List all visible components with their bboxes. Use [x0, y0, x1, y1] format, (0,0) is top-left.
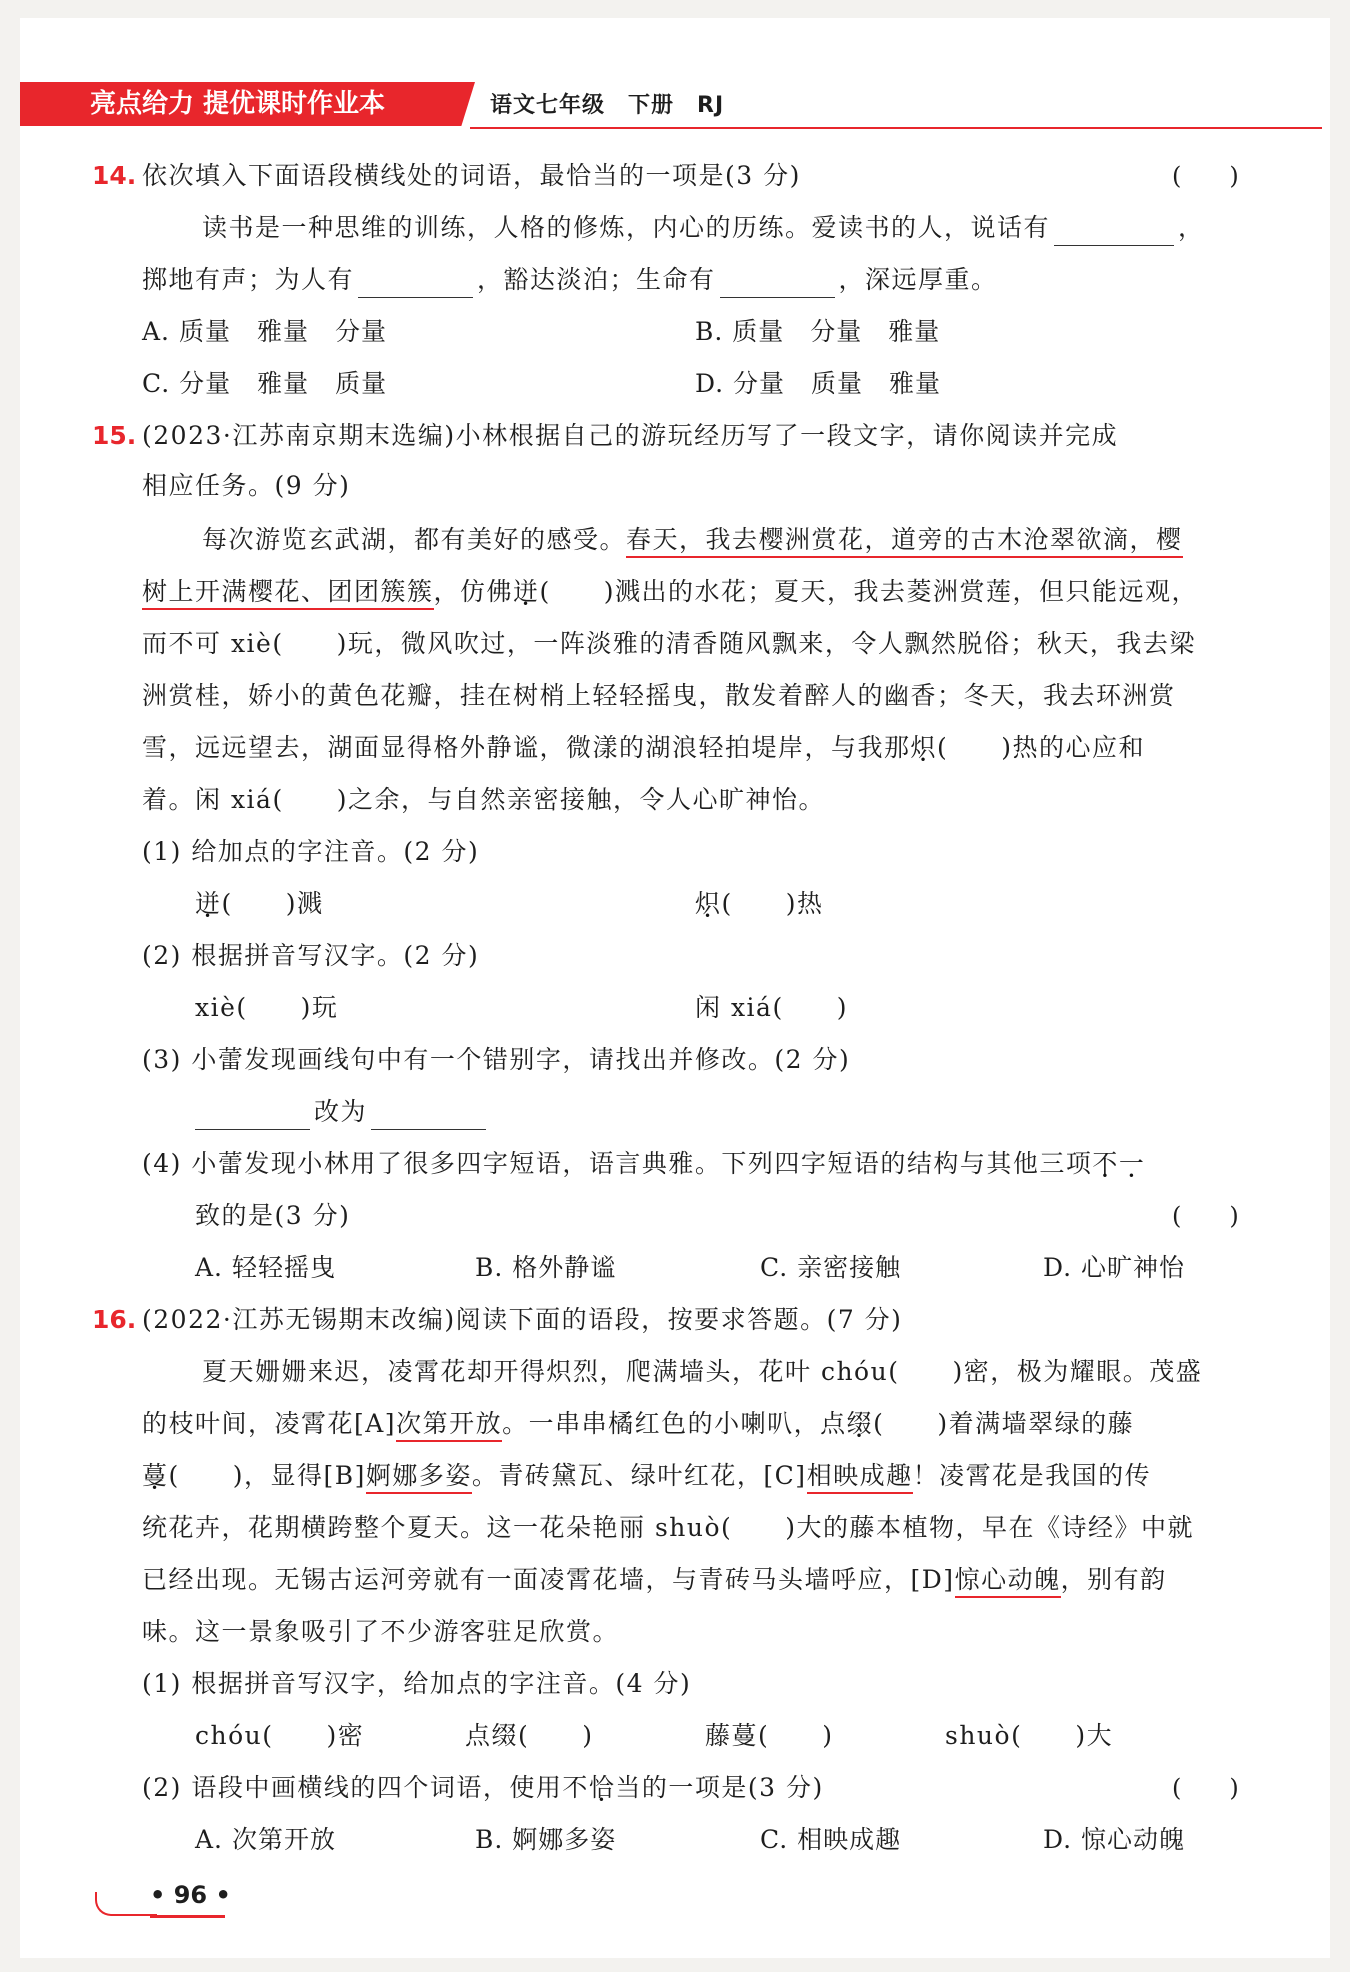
q16-task-1-item-2[interactable]: 点缀( )	[465, 1721, 594, 1750]
q15-passage-line-1: 每次游览玄武湖，都有美好的感受。春天，我去樱洲赏花，道旁的古木沧翠欲滴，樱	[202, 522, 1183, 558]
q15-task-3-blank-wrong[interactable]	[195, 1101, 310, 1130]
q16-passage-line-6: 味。这一景象吸引了不少游客驻足欣赏。	[142, 1617, 620, 1646]
q15-task-1: (1) 给加点的字注音。(2 分)	[142, 837, 480, 866]
page-number: • 96 •	[150, 1881, 231, 1909]
q14-blank-1[interactable]	[1054, 217, 1174, 246]
q15-stem-line-2: 相应任务。(9 分)	[142, 471, 351, 500]
q14-passage-line-1: 读书是一种思维的训练，人格的修炼，内心的历练。爱读书的人，说话有 ，	[202, 210, 1205, 246]
q16-option-d[interactable]: D. 惊心动魄	[1043, 1825, 1186, 1854]
q15-number: 15.	[92, 421, 137, 450]
page-number-underline	[150, 1915, 225, 1918]
q15-stem-line-1: (2023·江苏南京期末选编)小林根据自己的游玩经历写了一段文字，请你阅读并完成	[142, 421, 1119, 450]
header-subtitle: 语文七年级 下册 RJ	[490, 93, 725, 118]
q14-passage-line-2: 掷地有声；为人有 ，豁达淡泊；生命有 ，深远厚重。	[142, 262, 998, 298]
q16-task-1-item-3[interactable]: 藤蔓( )	[705, 1721, 834, 1750]
q15-task-4-line-1: (4) 小蕾发现小林用了很多四字短语，语言典雅。下列四字短语的结构与其他三项不一	[142, 1149, 1146, 1178]
q15-option-c[interactable]: C. 亲密接触	[760, 1253, 902, 1282]
q14-option-c[interactable]: C. 分量 雅量 质量	[142, 369, 388, 398]
q16-passage-line-1: 夏天姗姗来迟，凌霄花却开得炽烈，爬满墙头，花叶 chóu( )密，极为耀眼。茂盛	[202, 1357, 1203, 1386]
q15-task-2-item-a[interactable]: xiè( )玩	[195, 993, 339, 1022]
q14-option-a[interactable]: A. 质量 雅量 分量	[142, 317, 387, 346]
q15-task-4-line-2: 致的是(3 分)	[195, 1201, 351, 1230]
q15-task-2-item-b[interactable]: 闲 xiá( )	[695, 993, 848, 1022]
q16-number: 16.	[92, 1305, 137, 1334]
q15-option-b[interactable]: B. 格外静谧	[475, 1253, 617, 1282]
q14-stem: 依次填入下面语段横线处的词语，最恰当的一项是(3 分)	[142, 161, 801, 190]
q15-task-4-answer-paren[interactable]: ( )	[1172, 1202, 1239, 1230]
q15-option-a[interactable]: A. 轻轻摇曳	[195, 1253, 336, 1282]
q16-option-c[interactable]: C. 相映成趣	[760, 1825, 902, 1854]
q16-passage-line-5: 已经出现。无锡古运河旁就有一面凌霄花墙，与青砖马头墙呼应，[D]惊心动魄，别有韵	[142, 1562, 1167, 1598]
q16-passage-line-2: 的枝叶间，凌霄花[A]次第开放。一串串橘红色的小喇叭，点缀( )着满墙翠绿的藤	[142, 1406, 1134, 1442]
q15-passage-line-5: 雪，远远望去，湖面显得格外静谧，微漾的湖浪轻拍堤岸，与我那炽( )热的心应和	[142, 733, 1146, 762]
q16-stem: (2022·江苏无锡期末改编)阅读下面的语段，按要求答题。(7 分)	[142, 1305, 903, 1334]
header-rule	[470, 127, 1322, 129]
q15-passage-line-2: 树上开满樱花、团团簇簇，仿佛迸( )溅出的水花；夏天，我去菱洲赏莲，但只能远观，	[142, 574, 1198, 610]
q14-blank-3[interactable]	[720, 269, 835, 298]
q16-passage-line-3: 蔓( )，显得[B]婀娜多姿。青砖黛瓦、绿叶红花，[C]相映成趣！凌霄花是我国的传	[142, 1458, 1151, 1494]
page-number-ornament	[95, 1892, 157, 1916]
q15-passage-line-4: 洲赏桂，娇小的黄色花瓣，挂在树梢上轻轻摇曳，散发着醉人的幽香；冬天，我去环洲赏	[142, 681, 1176, 710]
q15-task-3: (3) 小蕾发现画线句中有一个错别字，请找出并修改。(2 分)	[142, 1045, 851, 1074]
q15-passage-line-6: 着。闲 xiá( )之余，与自然亲密接触，令人心旷神怡。	[142, 785, 825, 814]
q14-option-b[interactable]: B. 质量 分量 雅量	[695, 317, 941, 346]
q16-task-2: (2) 语段中画横线的四个词语，使用不恰当的一项是(3 分)	[142, 1773, 824, 1802]
q15-task-1-item-b[interactable]: 炽( )热	[695, 889, 824, 918]
q15-passage-line-3: 而不可 xiè( )玩，微风吹过，一阵淡雅的清香随风飘来，令人飘然脱俗；秋天，我去梁	[142, 629, 1196, 658]
q15-task-3-answer: 改为	[195, 1094, 490, 1130]
q14-answer-paren[interactable]: ( )	[1172, 162, 1239, 190]
q15-task-2: (2) 根据拼音写汉字。(2 分)	[142, 941, 480, 970]
q15-task-1-item-a[interactable]: 迸( )溅	[195, 889, 324, 918]
q16-task-1: (1) 根据拼音写汉字，给加点的字注音。(4 分)	[142, 1669, 692, 1698]
header-brand: 亮点给力 提优课时作业本	[90, 89, 386, 119]
q14-option-d[interactable]: D. 分量 质量 雅量	[695, 369, 942, 398]
q16-passage-line-4: 统花卉，花期横跨整个夏天。这一花朵艳丽 shuò( )大的藤本植物，早在《诗经》中就	[142, 1513, 1195, 1542]
q16-task-1-item-4[interactable]: shuò( )大	[945, 1721, 1114, 1750]
q14-number: 14.	[92, 161, 137, 190]
q16-task-1-item-1[interactable]: chóu( )密	[195, 1721, 365, 1750]
q15-option-d[interactable]: D. 心旷神怡	[1043, 1253, 1186, 1282]
q16-option-a[interactable]: A. 次第开放	[195, 1825, 336, 1854]
q16-task-2-answer-paren[interactable]: ( )	[1172, 1774, 1239, 1802]
q16-option-b[interactable]: B. 婀娜多姿	[475, 1825, 617, 1854]
q15-task-3-blank-right[interactable]	[371, 1101, 486, 1130]
q14-blank-2[interactable]	[358, 269, 473, 298]
